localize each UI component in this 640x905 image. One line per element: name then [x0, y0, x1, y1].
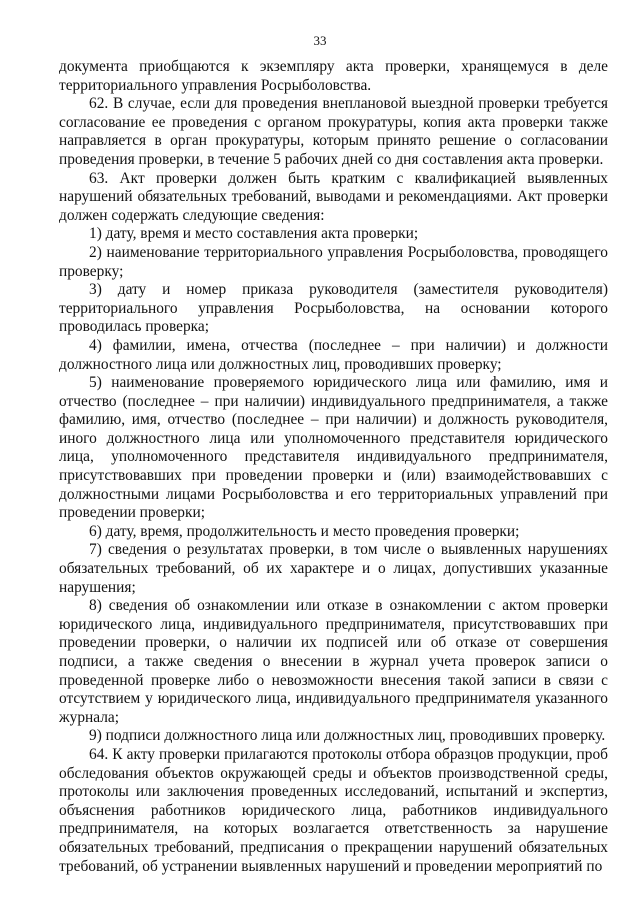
list-item-1: 1) дату, время и место составления акта проверки; — [89, 225, 419, 243]
paragraph-64: 64. К акту проверки прилагаются протоколы отбора образцов продукции, проб обследования объектов окружающей среды и объектов производственной среды, протоколы или заключения проведенных исследований, испытаний и экспертиз, объяснения работников юридического лица, работников индивидуального предпринимателя, на которых возлагается ответственность за нарушение обязательных требований, предписания о прекращении нарушений обязательных требований, об устранении выявленных нарушений и проведении мероприятий по — [59, 745, 608, 875]
list-item-4: 4) фамилии, имена, отчества (последнее – при наличии) и должности должностного лица или должностных лиц, проводивших проверку; — [59, 336, 608, 373]
list-item-8: 8) сведения об ознакомлении или отказе в ознакомлении с актом проверки юридического лица, индивидуального предпринимателя, присутствовавших при проведении проверки, о наличии их подписей или об отказе от совершения подписи, а также сведения о внесении в журнал учета проверок записи о проведенной проверке либо о невозможности внесения такой записи в связи с отсутствием у юридического лица, индивидуального предпринимателя указанного журнала; — [59, 597, 608, 726]
list-item-2: 2) наименование территориального управления Росрыболовства, проводящего проверку; — [59, 243, 608, 280]
list-item-5: 5) наименование проверяемого юридического лица или фамилию, имя и отчество (последнее – при наличии) индивидуального предпринимателя, а также фамилию, имя, отчество (последнее – при наличии) и должность руководителя, иного должностного лица или уполномоченного представителя юридического лица, уполномоченного представителя индивидуального предпринимателя, присутствовавших при проведении проверки и (или) взаимодействовавших с должностными лицами Росрыболовства и его территориальных управлений при проведении проверки; — [59, 374, 608, 522]
paragraph-62: 62. В случае, если для проведения внеплановой выездной проверки требуется согласование ее проведения с органом прокуратуры, копия акта проверки также направляется в орган прокуратуры, которым принято решение о согласовании проведения проверки, в течение 5 рабочих дней со дня составления акта проверки. — [59, 95, 608, 168]
page-number: 33 — [313, 33, 327, 48]
paragraph-63: 63. Акт проверки должен быть кратким с квалификацией выявленных нарушений обязательных требований, выводами и рекомендациями. Акт проверки должен содержать следующие сведения: — [59, 169, 608, 224]
list-item-9: 9) подписи должностного лица или должностных лиц, проводивших проверку. — [89, 727, 606, 745]
list-item-7: 7) сведения о результатах проверки, в том числе о выявленных нарушениях обязательных требований, об их характере и о лицах, допустивших указанные нарушения; — [59, 541, 608, 596]
list-item-3: 3) дату и номер приказа руководителя (заместителя руководителя) территориального управления Росрыболовства, на основании которого проводилась проверка; — [59, 281, 608, 336]
list-item-6: 6) дату, время, продолжительность и место проведения проверки; — [89, 522, 520, 540]
body-text — [59, 58, 608, 876]
paragraph-continuation: документа приобщаются к экземпляру акта проверки, хранящемуся в деле территориального управления Росрыболовства. — [59, 58, 608, 94]
